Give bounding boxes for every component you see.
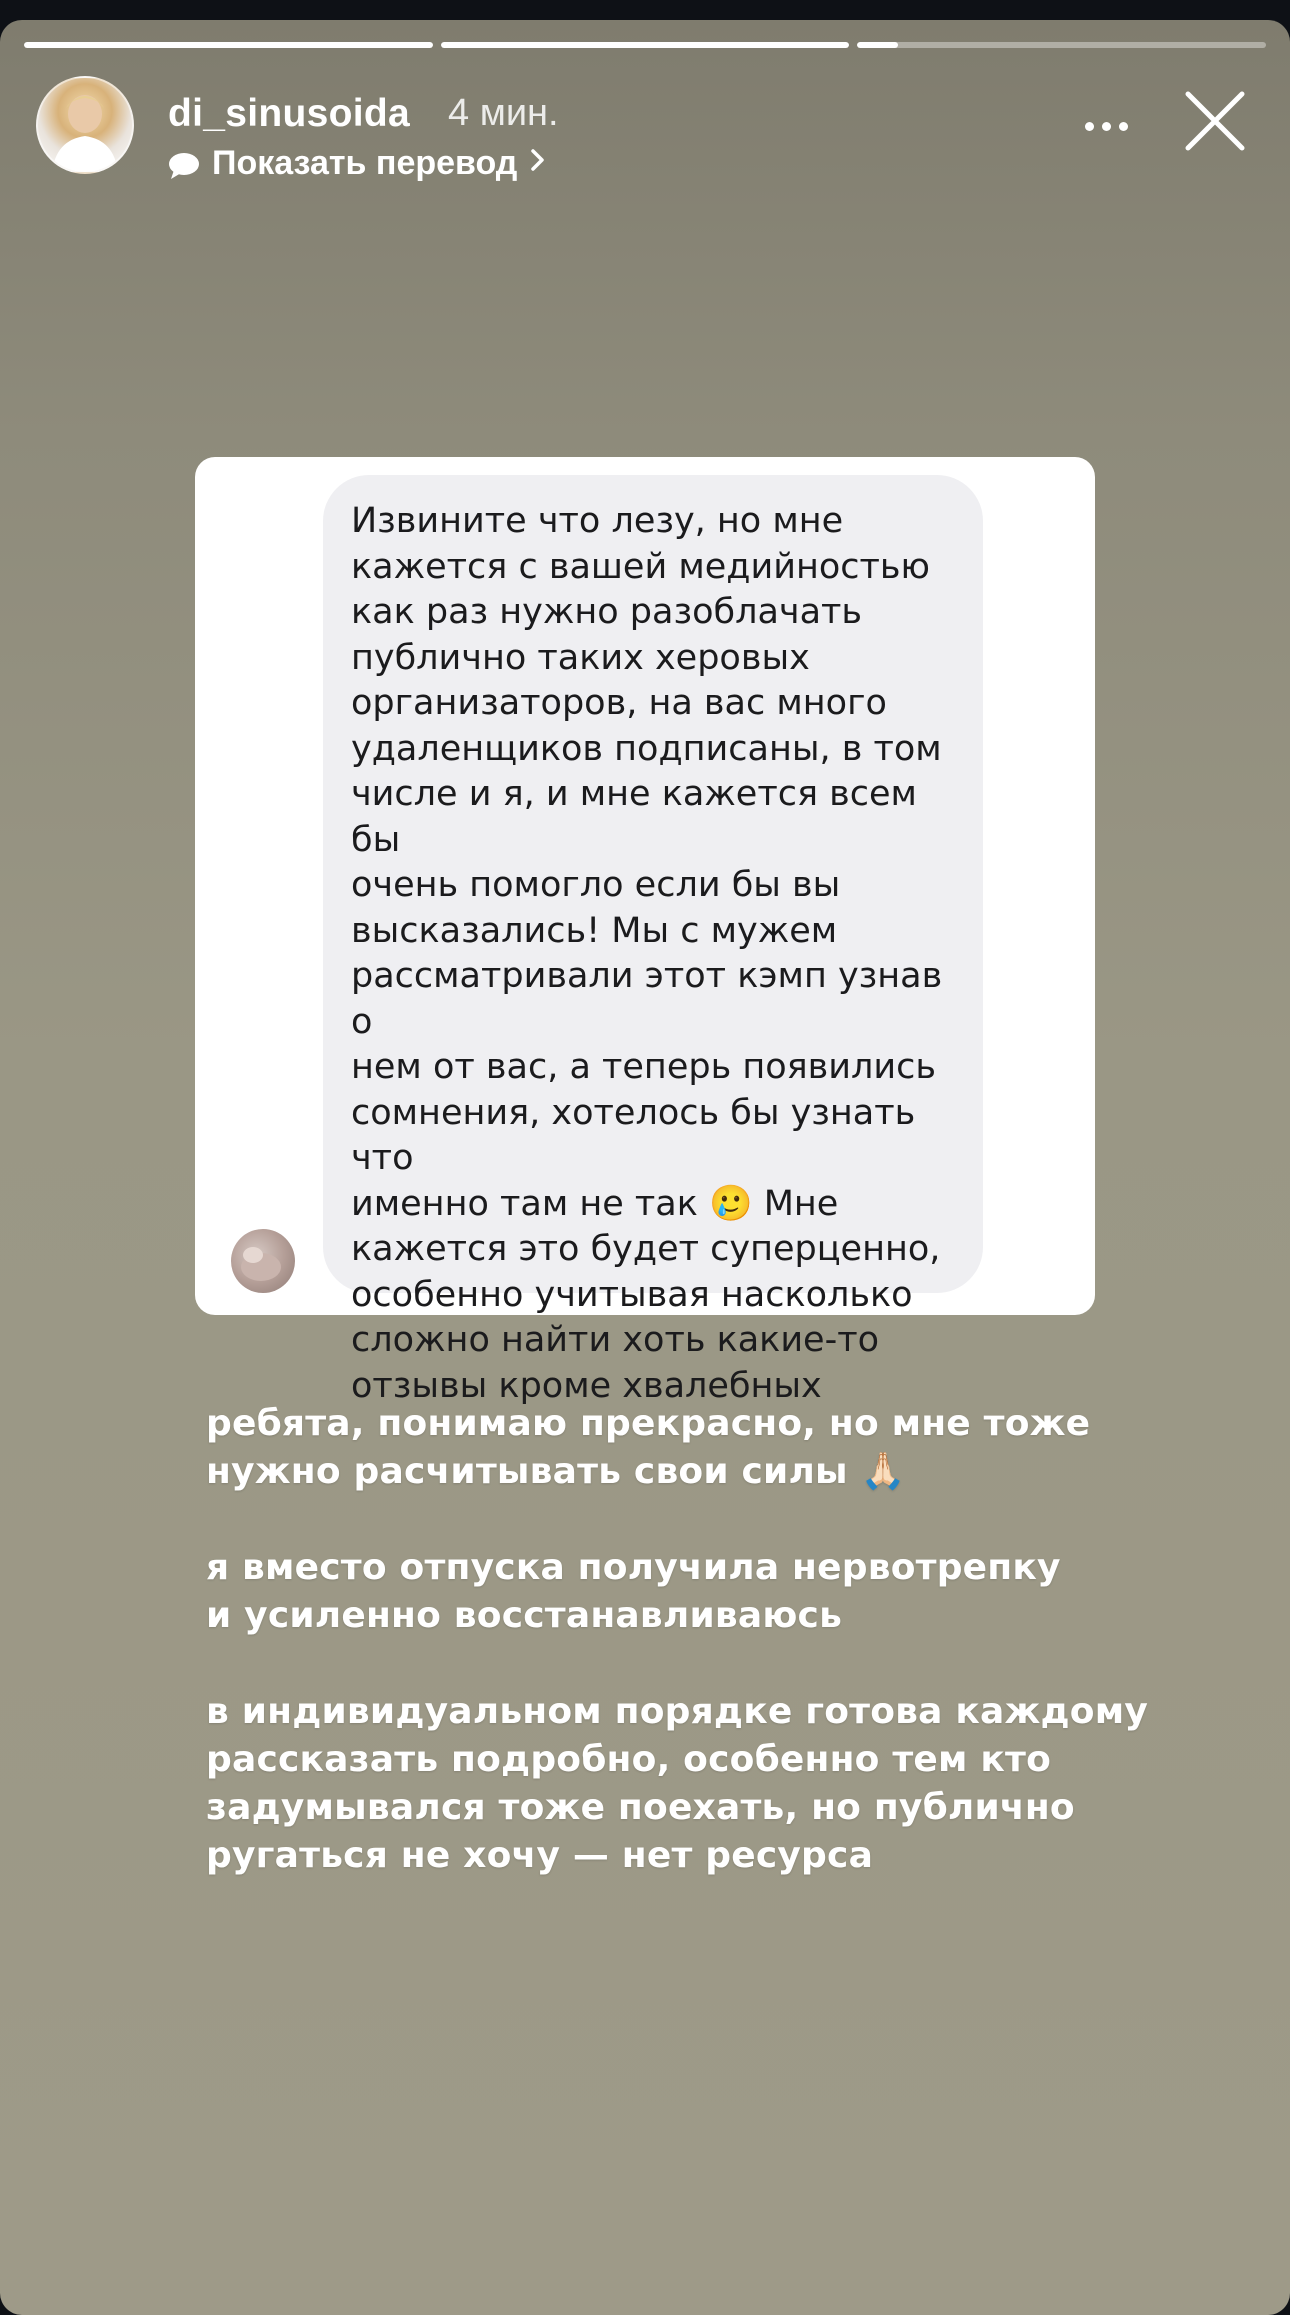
show-translation-label: Показать перевод [212,144,518,182]
shared-message-screenshot [195,457,1095,1406]
story-view[interactable] [0,20,1290,2315]
story-caption-text: ребята, понимаю прекрасно, но мне тоже нужно расчитывать свои силы 🙏🏻 я вместо отпуска получила нервотрепку и усиленно восстанавливаюсь в индивидуальном порядке готова каждому рассказать подробно, особенно тем кто задумывался тоже поехать, но публично ругаться не хочу — нет ресурса [206,1403,1148,1876]
story-progress-bar [24,42,1266,48]
message-bubble [323,475,983,1406]
more-dot [1119,122,1128,131]
message-text: Извините что лезу, но мне кажется с вашей медийностью как раз нужно разоблачать публично таких херовых организаторов, на вас много удаленщиков подписаны, в том числе и я, и мне кажется всем бы очень помогло если бы вы высказались! Мы с мужем рассматривали этот кэмп узнав о нем от вас, а теперь появились сомнения, хотелось бы узнать что именно там не так 🥲 Мне кажется это будет суперценно, особенно учитывая насколько сложно найти хоть какие-то отзывы кроме хвалебных [351,501,943,1406]
progress-segment [441,42,850,48]
progress-fill [857,42,898,48]
progress-fill [24,42,433,48]
progress-segment [24,42,433,48]
sender-avatar [231,1229,295,1293]
speech-bubble-icon [168,150,200,178]
avatar-image [38,78,132,172]
username[interactable]: di_sinusoida [168,92,410,135]
avatar[interactable] [36,76,134,174]
more-dot [1102,122,1111,131]
story-header [36,76,1256,182]
post-time: 4 мин. [448,92,559,134]
show-translation-link[interactable] [168,144,547,183]
close-button[interactable] [1180,86,1250,156]
close-icon [1180,86,1250,156]
progress-fill [441,42,850,48]
progress-segment [857,42,1266,48]
chevron-right-icon [529,144,547,183]
more-options-button[interactable] [1076,106,1136,146]
more-horizontal-icon [1085,122,1094,131]
